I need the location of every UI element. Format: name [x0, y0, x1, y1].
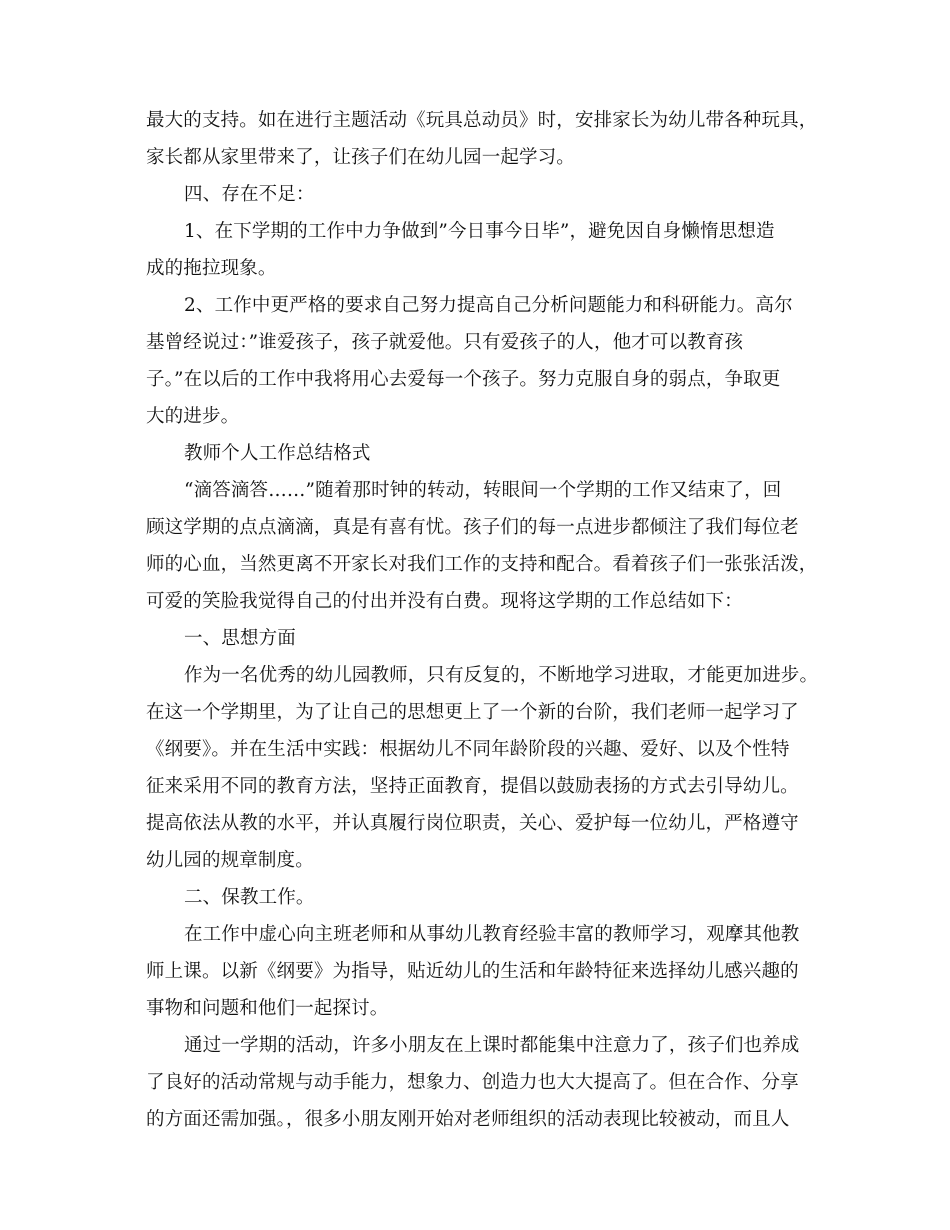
text-line: 最大的支持。如在进行主题活动《玩具总动员》时，安排家长为幼儿带各种玩具， [146, 110, 818, 131]
text-line: 提高依法从教的水平，并认真履行岗位职责，关心、爱护每一位幼儿，严格遵守 [146, 813, 799, 834]
text-line: 通过一学期的活动，许多小朋友在上课时都能集中注意力了，孩子们也养成 [184, 1035, 800, 1056]
body-text [146, 102, 819, 1138]
text-line: 可爱的笑脸我觉得自己的付出并没有白费。现将这学期的工作总结如下： [146, 591, 743, 612]
text-line: 事物和问题和他们一起探讨。 [146, 998, 389, 1019]
text-line: 成的拖拉现象。 [146, 258, 277, 279]
text-line: 的方面还需加强。，很多小朋友刚开始对老师组织的活动表现比较被动，而且人 [146, 1109, 790, 1130]
text-line: 大的进步。 [146, 406, 240, 427]
text-line: 在这一个学期里，为了让自己的思想更上了一个新的台阶，我们老师一起学习了 [146, 702, 799, 723]
text-line: 征来采用不同的教育方法，坚持正面教育，提倡以鼓励表扬的方式去引导幼儿。 [146, 776, 799, 797]
text-line: 师的心血，当然更离不开家长对我们工作的支持和配合。看着孩子们一张张活泼， [146, 554, 818, 575]
text-line: 作为一名优秀的幼儿园教师，只有反复的，不断地学习进取，才能更加进步。 [184, 665, 819, 686]
text-line: 师上课。以新《纲要》为指导，贴近幼儿的生活和年龄特征来选择幼儿感兴趣的 [146, 961, 799, 982]
text-line: 基曾经说过：”谁爱孩子，孩子就爱他。只有爱孩子的人，他才可以教育孩 [146, 332, 744, 353]
text-line: 家长都从家里带来了，让孩子们在幼儿园一起学习。 [146, 147, 575, 168]
text-line: 在工作中虚心向主班老师和从事幼儿教育经验丰富的教师学习，观摩其他教 [184, 924, 800, 945]
section-heading-shortcomings: 四、存在不足： [184, 184, 315, 205]
text-line: 子。”在以后的工作中我将用心去爱每一个孩子。努力克服自身的弱点，争取更 [146, 369, 781, 390]
text-line: 顾这学期的点点滴滴，真是有喜有忧。孩子们的每一点进步都倾注了我们每位老 [146, 517, 799, 538]
section-title-format: 教师个人工作总结格式 [184, 443, 371, 464]
section-heading-thought: 一、思想方面 [184, 628, 296, 649]
text-line: 了良好的活动常规与动手能力，想象力、创造力也大大提高了。但在合作、分享 [146, 1072, 799, 1093]
text-line: “滴答滴答……”随着那时钟的转动，转眼间一个学期的工作又结束了，回 [184, 480, 782, 501]
text-line: 2、工作中更严格的要求自己努力提高自己分析问题能力和科研能力。高尔 [184, 295, 793, 316]
section-heading-care-education: 二、保教工作。 [184, 887, 315, 908]
text-line: 《纲要》。并在生活中实践：根据幼儿不同年龄阶段的兴趣、爱好、以及个性特 [146, 739, 790, 760]
text-line: 幼儿园的规章制度。 [146, 850, 314, 871]
text-line: 1、在下学期的工作中力争做到”今日事今日毕”，避免因自身懒惰思想造 [184, 221, 775, 242]
